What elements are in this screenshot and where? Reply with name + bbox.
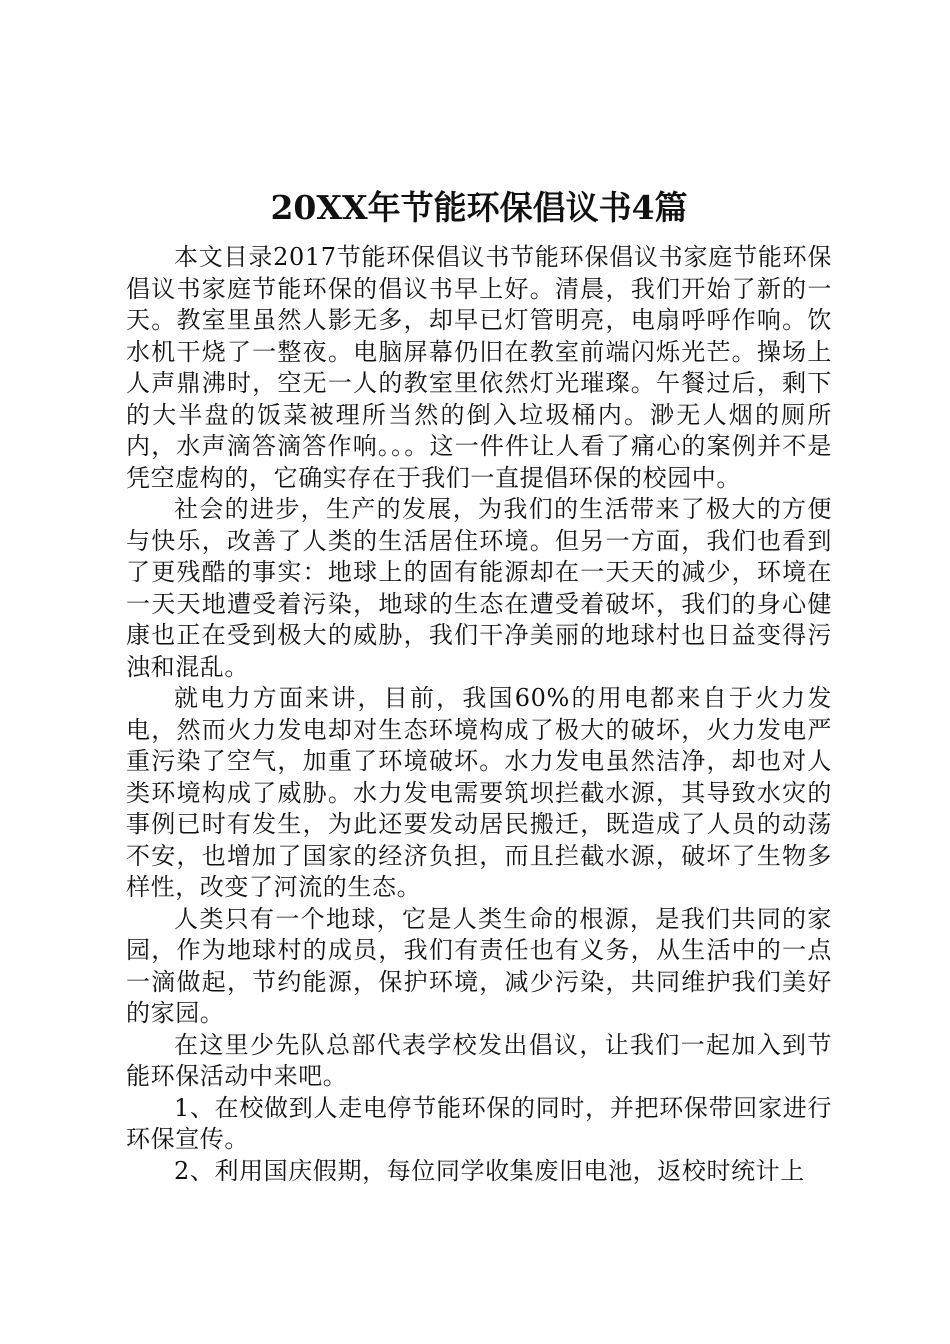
list-item: 2、利用国庆假期，每位同学收集废旧电池，返校时统计上 (174, 1156, 805, 1185)
list-item: 1、在校做到人走电停节能环保的同时，并把环保带回家进行环保宣传。 (126, 1093, 832, 1153)
paragraph-one-earth: 人类只有一个地球，它是人类生命的根源，是我们共同的家园，作为地球村的成员，我们有责任也有义务，从生活中的一点一滴做起，节约能源，保护环境，减少污染，共同维护我们美好的家园。 (126, 904, 832, 1027)
paragraph-intro: 本文目录2017节能环保倡议书节能环保倡议书家庭节能环保倡议书家庭节能环保的倡议书早上好。清晨，我们开始了新的一天。教室里虽然人影无多，却早已灯管明亮，电扇呼呼作响。饮水机干烧了一整夜。电脑屏幕仍旧在教室前端闪烁光芒。操场上人声鼎沸时，空无一人的教室里依然灯光璀璨。午餐过后，剩下的大半盘的饭菜被理所当然的倒入垃圾桶内。渺无人烟的厕所内，水声滴答滴答作响。。。这一件件让人看了痛心的案例并不是凭空虚构的，它确实存在于我们一直提倡环保的校园中。 (126, 243, 832, 492)
paragraph-electricity: 就电力方面来讲，目前，我国60%的用电都来自于火力发电，然而火力发电却对生态环境构成了极大的破坏，火力发电严重污染了空气，加重了环境破坏。水力发电虽然洁净，却也对人类环境构成了威胁。水力发电需要筑坝拦截水源，其导致水灾的事例已时有发生，为此还要发动居民搬迁，既造成了人员的动荡不安，也增加了国家的经济负担，而且拦截水源，破坏了生物多样性，改变了河流的生态。 (126, 684, 832, 901)
document-title: 20XX年节能环保倡议书4篇 (270, 188, 688, 227)
paragraph-social-progress: 社会的进步，生产的发展，为我们的生活带来了极大的方便与快乐，改善了人类的生活居住环境。但另一方面，我们也看到了更残酷的事实：地球上的固有能源却在一天天的减少，环境在一天天地遭受着污染，地球的生态在遭受着破坏，我们的身心健康也正在受到极大的威胁，我们干净美丽的地球村也日益变得污浊和混乱。 (126, 495, 832, 681)
paragraph-initiative: 在这里少先队总部代表学校发出倡议，让我们一起加入到节能环保活动中来吧。 (126, 1030, 832, 1090)
document-page (126, 180, 832, 1187)
